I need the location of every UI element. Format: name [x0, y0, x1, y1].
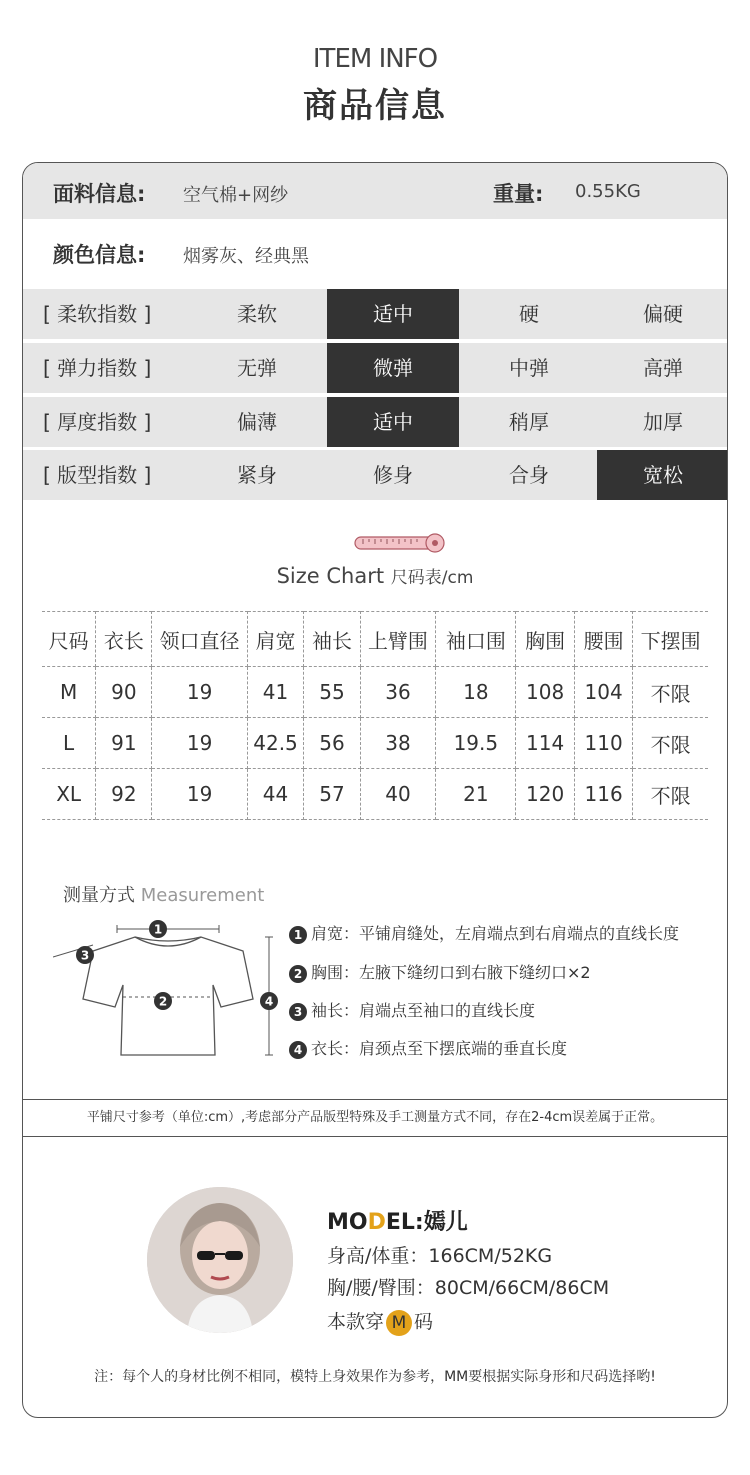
size-table-header-cell: 肩宽	[247, 612, 304, 667]
garment-diagram	[53, 915, 283, 1065]
index-option: 微弹	[327, 343, 459, 393]
model-bwh: 胸/腰/臀围：80CM/66CM/86CM	[327, 1277, 610, 1299]
model-height-weight: 身高/体重：166CM/52KG	[327, 1245, 553, 1267]
model-label-accent: D	[367, 1210, 386, 1235]
size-table-cell: 92	[96, 769, 152, 820]
index-label: [ 柔软指数 ]	[43, 302, 152, 326]
size-table	[42, 611, 708, 820]
size-table-cell: 不限	[633, 769, 708, 820]
fabric-value: 空气棉+网纱	[183, 185, 289, 206]
index-row	[23, 450, 727, 500]
index-option: 高弹	[643, 356, 683, 380]
size-table-cell: 40	[360, 769, 436, 820]
color-label: 颜色信息:	[53, 243, 146, 267]
size-table-cell: 18	[436, 667, 516, 718]
size-table-cell: 116	[574, 769, 632, 820]
measurement-title	[63, 881, 264, 907]
index-label: [ 厚度指数 ]	[43, 410, 152, 434]
size-table-header-cell: 胸围	[516, 612, 574, 667]
weight-label: 重量:	[493, 182, 544, 206]
size-table-header-cell: 衣长	[96, 612, 152, 667]
size-table-cell: 19	[152, 769, 247, 820]
size-table-cell: 36	[360, 667, 436, 718]
model-label-part2: EL:	[385, 1210, 424, 1235]
size-table-header-cell: 领口直径	[152, 612, 247, 667]
model-name-value: 嫣儿	[423, 1210, 468, 1235]
marker-3: 3	[80, 948, 90, 963]
size-chart-unit: /cm	[441, 568, 474, 588]
size-chart-title-cn: 尺码表	[390, 568, 442, 588]
size-table-cell: 19	[152, 718, 247, 769]
size-table-cell: 108	[516, 667, 574, 718]
size-table-cell: 57	[304, 769, 360, 820]
measurement-item	[289, 921, 679, 944]
index-option: 稍厚	[509, 410, 549, 434]
measurement-number: 3	[289, 1003, 307, 1021]
index-option: 无弹	[237, 356, 277, 380]
model-wear-size	[327, 1307, 433, 1336]
measurement-text: 胸围：左腋下缝纫口到右腋下缝纫口×2	[311, 963, 591, 982]
index-option: 中弹	[509, 356, 549, 380]
size-table-header-cell: 尺码	[42, 612, 96, 667]
footer-note: 注：每个人的身材比例不相同，模特上身效果作为参考，MM要根据实际身形和尺码选择哟!	[94, 1369, 656, 1385]
marker-4: 4	[264, 994, 274, 1009]
fabric-label: 面料信息:	[53, 182, 146, 206]
measurement-number: 2	[289, 965, 307, 983]
table-row	[42, 769, 708, 820]
size-table-header-cell: 下摆围	[633, 612, 708, 667]
size-table-cell: M	[42, 667, 96, 718]
model-name	[327, 1205, 468, 1236]
size-table-cell: 42.5	[247, 718, 304, 769]
size-table-cell: 不限	[633, 667, 708, 718]
weight-value: 0.55KG	[575, 181, 641, 202]
measurement-text: 肩宽：平铺肩缝处，左肩端点到右肩端点的直线长度	[311, 924, 680, 943]
color-value: 烟雾灰、经典黑	[183, 246, 309, 267]
index-label: [ 弹力指数 ]	[43, 356, 152, 380]
index-option: 修身	[373, 463, 413, 487]
size-table-header	[42, 612, 708, 667]
index-label: [ 版型指数 ]	[43, 463, 152, 487]
size-table-cell: 19.5	[436, 718, 516, 769]
marker-2: 2	[158, 994, 168, 1009]
tolerance-note: 平铺尺寸参考（单位:cm）,考虑部分产品版型特殊及手工测量方式不同，存在2-4cm误差属于正常。	[23, 1099, 727, 1137]
size-table-cell: 38	[360, 718, 436, 769]
measurement-item	[289, 998, 535, 1021]
size-table-header-cell: 上臂围	[360, 612, 436, 667]
index-row	[23, 397, 727, 447]
size-table-cell: 91	[96, 718, 152, 769]
index-option: 合身	[509, 463, 549, 487]
size-table-cell: 41	[247, 667, 304, 718]
measurement-number: 1	[289, 926, 307, 944]
size-chart-title-en: Size Chart	[276, 564, 385, 588]
wear-suffix: 码	[414, 1311, 434, 1333]
size-table-cell: XL	[42, 769, 96, 820]
index-option: 适中	[327, 397, 459, 447]
size-table-header-cell: 袖口围	[436, 612, 516, 667]
tape-measure-icon	[351, 529, 447, 557]
index-option: 硬	[519, 302, 539, 326]
index-option: 偏硬	[643, 302, 683, 326]
index-option: 柔软	[237, 302, 277, 326]
header-title-cn: 商品信息	[303, 86, 447, 126]
measurement-text: 袖长：肩端点至袖口的直线长度	[311, 1001, 536, 1020]
size-table-cell: 21	[436, 769, 516, 820]
size-table-header-cell: 腰围	[574, 612, 632, 667]
measurement-item	[289, 960, 591, 983]
size-table-cell: 56	[304, 718, 360, 769]
size-table-cell: 114	[516, 718, 574, 769]
size-table-cell: 104	[574, 667, 632, 718]
index-option: 宽松	[597, 450, 728, 500]
size-table-header-cell: 袖长	[304, 612, 360, 667]
size-table-cell: 44	[247, 769, 304, 820]
index-option: 紧身	[237, 463, 277, 487]
fabric-row	[23, 163, 727, 219]
measurement-title-en: Measurement	[140, 885, 265, 906]
model-label-part1: MO	[327, 1210, 368, 1235]
measurement-text: 衣长：肩颈点至下摆底端的垂直长度	[311, 1039, 568, 1058]
info-card	[22, 162, 728, 1418]
size-table-cell: 19	[152, 667, 247, 718]
index-option: 适中	[327, 289, 459, 339]
size-table-cell: 110	[574, 718, 632, 769]
wear-size-badge: M	[386, 1310, 412, 1336]
table-row	[42, 667, 708, 718]
model-avatar	[147, 1187, 293, 1333]
header-title-en: ITEM INFO	[312, 44, 438, 74]
index-option: 偏薄	[237, 410, 277, 434]
measurement-title-cn: 测量方式	[63, 885, 135, 906]
size-table-cell: 不限	[633, 718, 708, 769]
size-table-cell: L	[42, 718, 96, 769]
measurement-number: 4	[289, 1041, 307, 1059]
size-table-cell: 90	[96, 667, 152, 718]
measurement-item	[289, 1036, 567, 1059]
index-row	[23, 289, 727, 339]
index-option: 加厚	[643, 410, 683, 434]
index-row	[23, 343, 727, 393]
table-row	[42, 718, 708, 769]
wear-prefix: 本款穿	[327, 1311, 385, 1333]
size-table-cell: 55	[304, 667, 360, 718]
marker-1: 1	[153, 922, 163, 937]
size-chart-title	[23, 563, 727, 588]
size-table-cell: 120	[516, 769, 574, 820]
